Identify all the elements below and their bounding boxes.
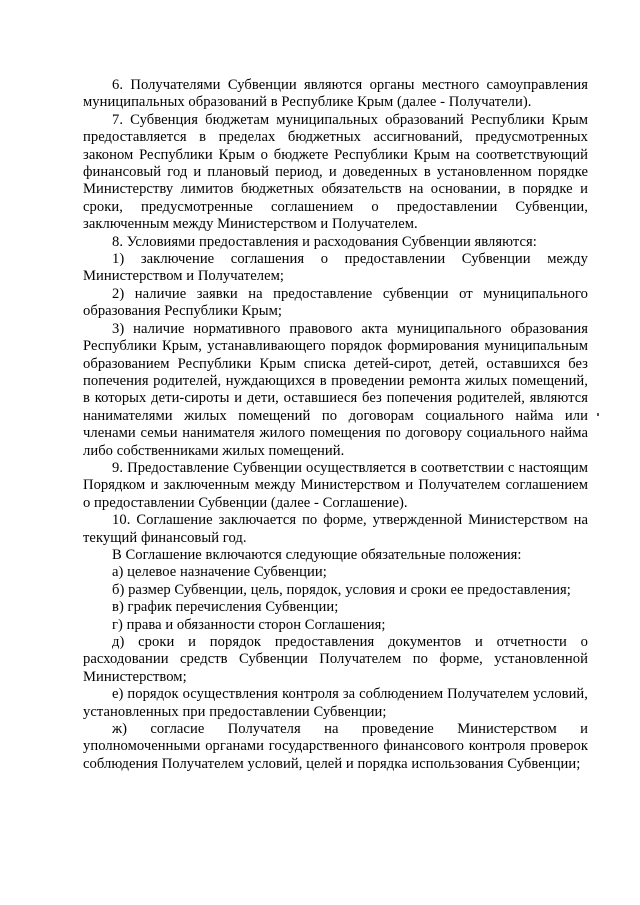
paragraph-6: 6. Получателями Субвенции являются органы местного самоуправления муниципальных образований в Республике Крым (далее - Получатели). [83,77,588,111]
clause-a: а) целевое назначение Субвенции; [112,564,327,581]
clause-d: д) сроки и порядок предоставления документов и отчетности о расходовании средств Субвенции Получателем по форме, установленной Министерством; [83,634,588,685]
agreement-intro: В Соглашение включаются следующие обязательные положения: [112,546,522,563]
clause-zh: ж) согласие Получателя на проведение Министерством и уполномоченными органами государственного финансового контроля проверок соблюдения Получателем условий, целей и порядка использования Субвенции; [83,721,588,772]
condition-3: 3) наличие нормативного правового акта муниципального образования Республики Крым, устанавливающего порядок формирования муниципальным образованием Республики Крым списка детей-сирот, детей, оставшихся без попечения родителей, нуждающихся в проведении ремонта жилых помещений, в которых дети-сироты и дети, оставшиеся без попечения родителей, являются нанимателями жилых помещений по договорам социального найма или членами семьи нанимателя жилого помещения по договору социального найма либо собственниками жилых помещений. [83,320,588,459]
paragraph-8: 8. Условиями предоставления и расходования Субвенции являются: [112,233,537,250]
scan-speck [597,413,599,416]
condition-2: 2) наличие заявки на предоставление субвенции от муниципального образования Республики Крым; [83,285,588,320]
clause-e: е) порядок осуществления контроля за соблюдением Получателем условий, установленных при предоставлении Субвенции; [83,686,588,720]
clause-b: б) размер Субвенции, цель, порядок, условия и сроки ее предоставления; [112,581,571,598]
paragraph-10: 10. Соглашение заключается по форме, утвержденной Министерством на текущий финансовый год. [83,512,588,546]
paragraph-9: 9. Предоставление Субвенции осуществляется в соответствии с настоящим Порядком и заключенным между Министерством и Получателем соглашением о предоставлении Субвенции (далее - Соглашение). [83,459,588,511]
clause-v: в) график перечисления Субвенции; [112,599,339,616]
paragraph-7: 7. Субвенция бюджетам муниципальных образований Республики Крым предоставляется в пределах бюджетных ассигнований, предусмотренных законом Республики Крым о бюджете Республики Крым на соответствующий финансовый год и плановый период, и доведенных в установленном порядке Министерству лимитов бюджетных обязательств на основании, в порядке и сроки, предусмотренные соглашением о предоставлении Субвенции, заключенным между Министерством и Получателем. [83,111,588,233]
condition-1: 1) заключение соглашения о предоставлении Субвенции между Министерством и Получателем; [83,251,588,285]
clause-g: г) права и обязанности сторон Соглашения; [112,616,386,633]
